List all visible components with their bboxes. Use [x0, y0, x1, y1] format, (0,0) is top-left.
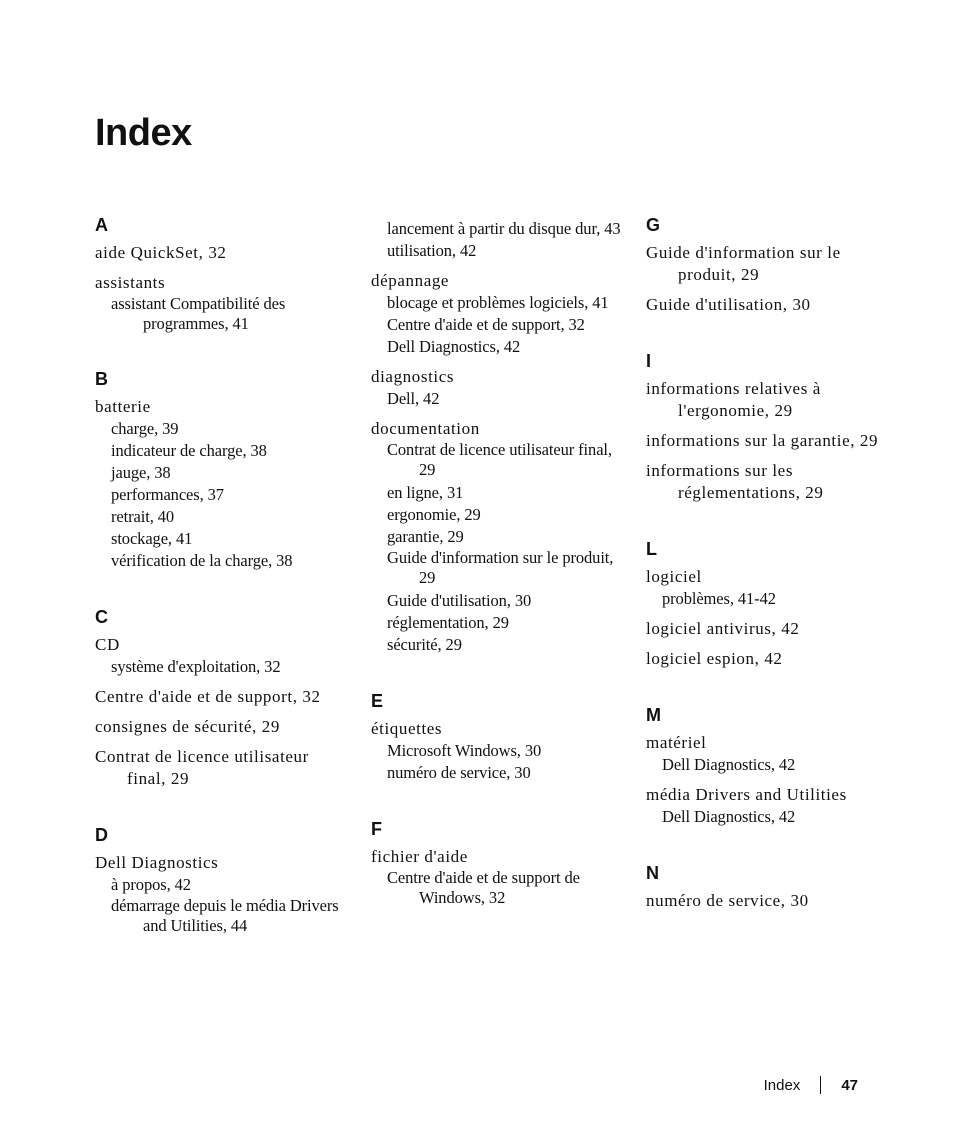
index-subentry: Guide d'information sur le produit, 29: [387, 548, 614, 587]
index-subentry: garantie, 29: [387, 527, 464, 546]
index-subentry: retrait, 40: [111, 507, 175, 526]
index-term: consignes de sécurité, 29: [95, 717, 280, 736]
index-entry: [646, 784, 896, 828]
index-entry: [646, 430, 896, 452]
index-term: aide QuickSet, 32: [95, 243, 227, 262]
index-entry: [95, 716, 350, 738]
index-entry: [95, 396, 350, 572]
index-section: [646, 862, 896, 912]
index-section: [95, 606, 350, 790]
section-letter: N: [646, 863, 659, 883]
index-entry: [95, 746, 350, 790]
index-subentry: numéro de service, 30: [387, 763, 531, 782]
index-subentry: Centre d'aide et de support de Windows, 32: [387, 868, 580, 907]
index-subentry: charge, 39: [111, 419, 179, 438]
index-subentry: Dell Diagnostics, 42: [662, 807, 796, 826]
index-subentry: vérification de la charge, 38: [111, 551, 293, 570]
index-subentry: stockage, 41: [111, 529, 193, 548]
index-term: Contrat de licence utilisateur final, 29: [95, 747, 309, 788]
index-subentry: utilisation, 42: [387, 241, 477, 260]
index-subentry: Dell Diagnostics, 42: [387, 337, 521, 356]
section-letter: I: [646, 351, 652, 371]
index-subentry: ergonomie, 29: [387, 505, 481, 524]
index-entry: [646, 732, 896, 776]
index-term: logiciel antivirus, 42: [646, 619, 800, 638]
index-subentry: Centre d'aide et de support, 32: [387, 315, 585, 334]
index-section: [95, 214, 350, 334]
index-entry: [646, 294, 896, 316]
section-letter: E: [371, 691, 384, 711]
index-term: fichier d'aide: [371, 847, 468, 866]
index-entry: [646, 566, 896, 610]
footer-label: Index: [763, 1076, 801, 1094]
index-column-3: [646, 214, 896, 946]
section-letter: B: [95, 369, 108, 389]
index-entry: [95, 242, 350, 264]
index-section: [646, 538, 896, 670]
index-column-2: [371, 214, 626, 942]
footer-divider: [820, 1076, 821, 1094]
index-entry: [95, 852, 350, 936]
index-term: Guide d'information sur le produit, 29: [646, 243, 841, 284]
page-footer: [764, 1076, 858, 1094]
index-entry: [371, 718, 626, 784]
index-subentry: en ligne, 31: [387, 483, 464, 502]
index-subentry: réglementation, 29: [387, 613, 509, 632]
index-term: Centre d'aide et de support, 32: [95, 687, 321, 706]
index-term: étiquettes: [371, 719, 443, 738]
index-section: [95, 824, 350, 936]
index-column-1: [95, 214, 350, 970]
index-section: [371, 818, 626, 908]
index-subentry: à propos, 42: [111, 875, 191, 894]
index-term: batterie: [95, 397, 151, 416]
section-letter: G: [646, 215, 661, 235]
index-term: diagnostics: [371, 367, 455, 386]
index-term: informations sur les réglementations, 29: [646, 461, 824, 502]
index-term: informations sur la garantie, 29: [646, 431, 879, 450]
page-title: Index: [95, 112, 192, 154]
index-term: dépannage: [371, 271, 450, 290]
section-letter: D: [95, 825, 108, 845]
index-section: [371, 218, 626, 656]
index-subentry: Guide d'utilisation, 30: [387, 591, 532, 610]
index-entry: [95, 686, 350, 708]
section-letter: M: [646, 705, 661, 725]
section-letter: L: [646, 539, 657, 559]
index-subentry: assistant Compatibilité des programmes, 41: [111, 294, 286, 333]
index-subentry: indicateur de charge, 38: [111, 441, 267, 460]
index-entry: [371, 846, 626, 908]
index-term: CD: [95, 635, 120, 654]
index-section: [646, 350, 896, 504]
index-subentry: lancement à partir du disque dur, 43: [387, 219, 621, 238]
index-entry: [646, 378, 896, 422]
index-section: [646, 704, 896, 828]
index-term: assistants: [95, 273, 166, 292]
index-subentry: système d'exploitation, 32: [111, 657, 281, 676]
index-term: numéro de service, 30: [646, 891, 809, 910]
index-entry: [371, 366, 626, 410]
index-subentry: démarrage depuis le média Drivers and Utilities, 44: [111, 896, 339, 935]
index-entry: [646, 242, 896, 286]
index-subentry: performances, 37: [111, 485, 224, 504]
index-section: [95, 368, 350, 572]
index-entry: [646, 890, 896, 912]
index-entry: [371, 418, 626, 656]
page-number: 47: [841, 1076, 858, 1094]
index-subentry: Microsoft Windows, 30: [387, 741, 542, 760]
index-term: Guide d'utilisation, 30: [646, 295, 811, 314]
index-entry: [646, 648, 896, 670]
index-term: média Drivers and Utilities: [646, 785, 847, 804]
index-subentry: problèmes, 41-42: [662, 589, 776, 608]
index-subentry: Dell Diagnostics, 42: [662, 755, 796, 774]
index-term: documentation: [371, 419, 480, 438]
index-subentry: blocage et problèmes logiciels, 41: [387, 293, 609, 312]
index-entry: [646, 460, 896, 504]
index-term: Dell Diagnostics: [95, 853, 219, 872]
index-entry: [646, 618, 896, 640]
section-letter: A: [95, 215, 108, 235]
index-subentry: sécurité, 29: [387, 635, 462, 654]
index-entry: [371, 218, 626, 262]
index-term: informations relatives à l'ergonomie, 29: [646, 379, 821, 420]
index-entry: [95, 272, 350, 334]
index-entry: [95, 634, 350, 678]
section-letter: C: [95, 607, 108, 627]
index-term: matériel: [646, 733, 707, 752]
section-letter: F: [371, 819, 382, 839]
index-term: logiciel espion, 42: [646, 649, 783, 668]
index-entry: [371, 270, 626, 358]
index-section: [371, 690, 626, 784]
index-subentry: Dell, 42: [387, 389, 440, 408]
index-subentry: Contrat de licence utilisateur final, 29: [387, 440, 612, 479]
index-subentry: jauge, 38: [111, 463, 171, 482]
index-section: [646, 214, 896, 316]
index-term: logiciel: [646, 567, 702, 586]
